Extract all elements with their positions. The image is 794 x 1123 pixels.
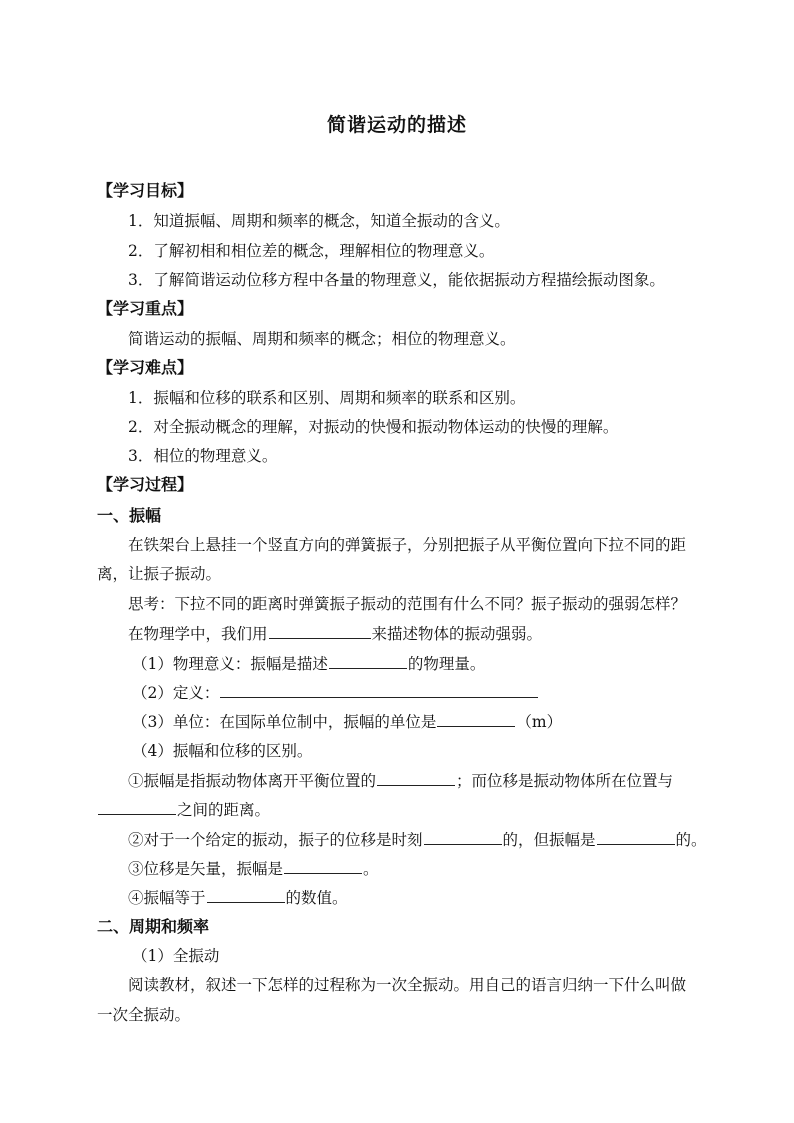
text: 的数值。 <box>285 889 348 907</box>
part2-paragraph-line-1: 阅读教材，叙述一下怎样的过程称为一次全振动。用自己的语言归纳一下什么叫做 <box>128 976 687 994</box>
part2-heading: 二、周期和频率 <box>97 917 210 936</box>
part2-paragraph-line-2: 一次全振动。 <box>97 1006 191 1024</box>
item-unit <box>132 710 562 733</box>
item-definition <box>132 681 539 704</box>
compare-item-1-cont <box>97 798 270 821</box>
item-difference: （4）振幅和位移的区别。 <box>132 742 313 760</box>
page-title: 简谐运动的描述 <box>326 114 467 136</box>
text: （3）单位：在国际单位制中，振幅的单位是 <box>132 713 437 731</box>
text: 。 <box>363 860 379 878</box>
text: 的物理量。 <box>407 655 486 673</box>
text: 的。 <box>675 831 707 849</box>
answer-blank[interactable] <box>437 710 515 727</box>
compare-item-3 <box>128 857 379 880</box>
answer-blank[interactable] <box>377 769 455 786</box>
focus-text: 简谐运动的振幅、周期和频率的概念；相位的物理意义。 <box>128 330 516 348</box>
part1-paragraph-line-1: 在铁架台上悬挂一个竖直方向的弹簧振子，分别把振子从平衡位置向下拉不同的距 <box>128 536 687 554</box>
goal-item-3: 3．了解简谐运动位移方程中各量的物理意义，能依据振动方程描绘振动图象。 <box>128 271 665 289</box>
goal-item-2: 2．了解初相和相位差的概念，理解相位的物理意义。 <box>128 242 495 260</box>
text: ③位移是矢量，振幅是 <box>128 860 284 878</box>
text: （m） <box>516 713 563 731</box>
answer-blank[interactable] <box>597 828 675 845</box>
text: （2）定义： <box>132 684 220 702</box>
difficulty-item-1: 1．振幅和位移的联系和区别、周期和频率的联系和区别。 <box>128 389 526 407</box>
difficulty-heading: 【学习难点】 <box>97 358 194 377</box>
item-physical-meaning <box>132 652 485 675</box>
text: ④振幅等于 <box>128 889 206 907</box>
text: （1）物理意义：振幅是描述 <box>132 655 328 673</box>
compare-item-2 <box>128 828 707 851</box>
answer-blank[interactable] <box>220 681 538 698</box>
difficulty-item-2: 2．对全振动概念的理解，对振动的快慢和振动物体运动的快慢的理解。 <box>128 418 619 436</box>
part1-heading: 一、振幅 <box>97 506 162 525</box>
difficulty-item-3: 3．相位的物理意义。 <box>128 447 278 465</box>
text: ①振幅是指振动物体离开平衡位置的 <box>128 772 377 790</box>
text: ②对于一个给定的振动，振子的位移是时刻 <box>128 831 423 849</box>
part1-paragraph-line-2: 离，让振子振动。 <box>97 565 222 583</box>
part2-item-1: （1）全振动 <box>132 947 220 965</box>
text: 之间的距离。 <box>177 801 271 819</box>
text: ；而位移是振动物体所在位置与 <box>456 772 674 790</box>
answer-blank[interactable] <box>269 622 371 639</box>
process-heading: 【学习过程】 <box>97 475 194 494</box>
compare-item-4 <box>128 886 348 909</box>
answer-blank[interactable] <box>284 857 362 874</box>
answer-blank[interactable] <box>98 798 176 815</box>
goals-heading: 【学习目标】 <box>97 181 194 200</box>
answer-blank[interactable] <box>329 652 407 669</box>
goal-item-1: 1．知道振幅、周期和频率的概念，知道全振动的含义。 <box>128 212 510 230</box>
text: 来描述物体的振动强弱。 <box>371 625 543 643</box>
fill-question-intro <box>128 622 542 645</box>
answer-blank[interactable] <box>424 828 502 845</box>
answer-blank[interactable] <box>207 886 285 903</box>
text: 在物理学中，我们用 <box>128 625 268 643</box>
text: 的，但振幅是 <box>502 831 596 849</box>
compare-item-1 <box>128 769 673 792</box>
focus-heading: 【学习重点】 <box>97 299 194 318</box>
think-question: 思考：下拉不同的距离时弹簧振子振动的范围有什么不同？振子振动的强弱怎样？ <box>128 595 687 613</box>
